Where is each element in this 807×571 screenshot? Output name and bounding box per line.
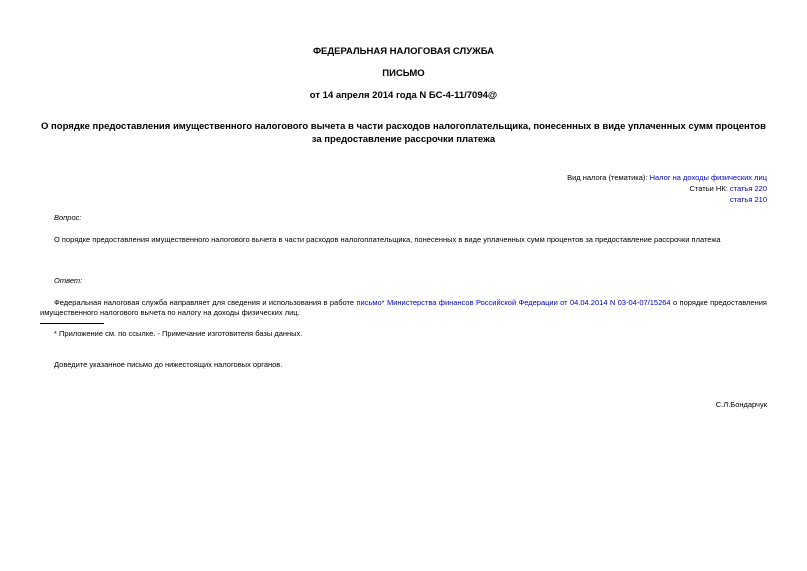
article-220-link[interactable]: статья 220 — [729, 184, 767, 193]
answer-text-after-link: о порядке предоставления — [672, 298, 767, 307]
minfin-letter-link[interactable]: письмо* Министерства финансов Российской Федерации от 04.04.2014 N 03-04-07/15264 — [356, 298, 671, 307]
articles-row — [690, 183, 767, 194]
tax-type-row — [567, 172, 767, 183]
footnote-divider — [40, 323, 104, 324]
document-date-number: от 14 апреля 2014 года N БС-4-11/7094@ — [309, 90, 498, 101]
tax-type-link[interactable]: Налог на доходы физических лиц — [649, 173, 767, 182]
closing-instruction: Доведите указанное письмо до нижестоящих налоговых органов. — [54, 360, 283, 369]
document-title: О порядке предоставления имущественного налогового вычета в части расходов налогоплательщика, понесенных в виде уплаченных сумм процентов за предоставление рассрочки платежа — [41, 121, 766, 145]
document-type: ПИСЬМО — [382, 68, 425, 79]
answer-line-2: имущественного налогового вычета по налогу на доходы физических лиц. — [40, 308, 300, 317]
agency-name: ФЕДЕРАЛЬНАЯ НАЛОГОВАЯ СЛУЖБА — [312, 46, 495, 57]
article-210-row — [730, 194, 767, 205]
question-text: О порядке предоставления имущественного налогового вычета в части расходов налогоплательщика, понесенных в виде уплаченных сумм процентов за предоставление рассрочки платежа — [54, 235, 721, 244]
footnote-text: * Приложение см. по ссылке. - Примечание изготовителя базы данных. — [54, 329, 303, 338]
question-label: Вопрос: — [54, 213, 82, 222]
answer-text-before-link: Федеральная налоговая служба направляет для сведения и использования в работе — [54, 298, 355, 307]
tax-type-label: Вид налога (тематика): — [567, 173, 648, 182]
articles-label: Статьи НК: — [689, 184, 728, 193]
article-210-link[interactable]: статья 210 — [729, 195, 767, 204]
signature: С.Л.Бондарчук — [715, 400, 767, 409]
answer-label: Ответ: — [54, 276, 83, 285]
